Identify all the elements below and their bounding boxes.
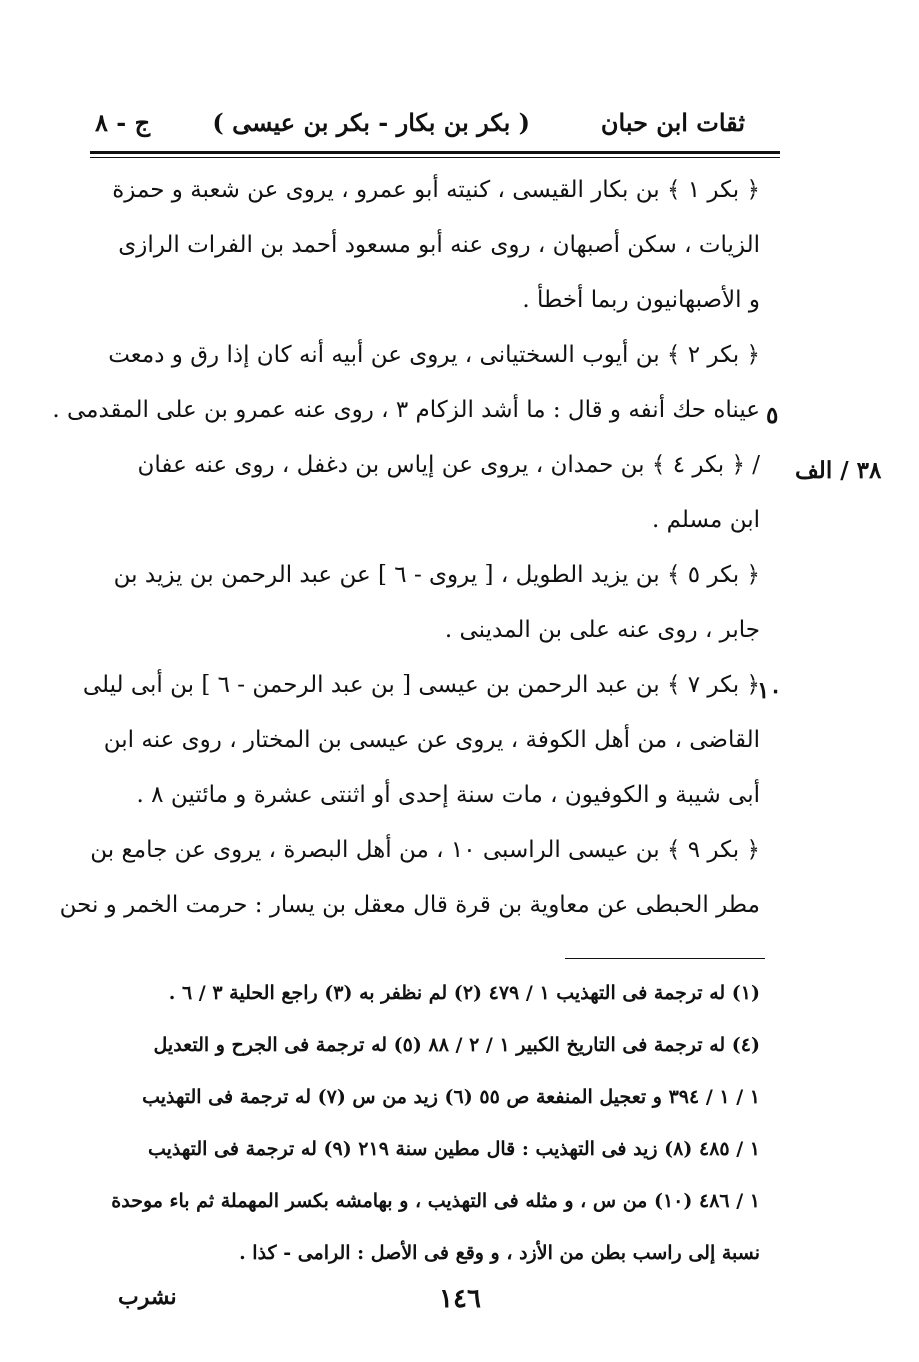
- running-header: [95, 108, 745, 144]
- text-line: ﴿ بكر ٢ ﴾ بن أيوب السختيانى ، يروى عن أبيه أنه كان إذا رق و دمعت: [108, 342, 760, 368]
- footnote-rule: [565, 958, 765, 959]
- text-line: ﴿ بكر ٥ ﴾ بن يزيد الطويل ، [ يروى - ٦ ] عن عبد الرحمن بن يزيد بن: [113, 562, 760, 588]
- text-line: ﴿ بكر ٧ ﴾ بن عبد الرحمن بن عيسى [ بن عبد الرحمن - ٦ ] بن أبى ليلى: [82, 672, 760, 698]
- text-line: / ﴿ بكر ٤ ﴾ بن حمدان ، يروى عن إياس بن دغفل ، روى عنه عفان: [137, 452, 760, 478]
- text-line: مطر الحبطى عن معاوية بن قرة قال معقل بن يسار : حرمت الخمر و نحن: [59, 892, 760, 918]
- publisher-mark: نشرب: [118, 1284, 177, 1310]
- footnote-line: ١ / ١ / ٣٩٤ و تعجيل المنفعة ص ٥٥ (٦) زيد من س (٧) له ترجمة فى التهذيب: [142, 1086, 760, 1108]
- footnote-line: ١ / ٤٨٦ (١٠) من س ، و مثله فى التهذيب ، و بهامشه بكسر المهملة ثم باء موحدة: [111, 1190, 760, 1212]
- text-line: جابر ، روى عنه على بن المدينى .: [444, 617, 760, 643]
- book-title: ثقات ابن حبان: [600, 108, 745, 137]
- text-line: ﴿ بكر ١ ﴾ بن بكار القيسى ، كنيته أبو عمرو ، يروى عن شعبة و حمزة: [112, 177, 760, 203]
- footnote-line: نسبة إلى راسب بطن من الأزد ، و وقع فى الأصل : الرامى - كذا .: [239, 1242, 760, 1264]
- text-line: القاضى ، من أهل الكوفة ، يروى عن عيسى بن المختار ، روى عنه ابن: [103, 727, 760, 753]
- main-text: [52, 163, 760, 933]
- page-number: ١٤٦: [439, 1284, 481, 1314]
- header-rule-thin: [90, 157, 780, 158]
- footnotes: [100, 967, 760, 1279]
- text-line: عيناه حك أنفه و قال : ما أشد الزكام ٣ ، روى عنه عمرو بن على المقدمى .: [52, 397, 760, 423]
- text-line: ﴿ بكر ٩ ﴾ بن عيسى الراسبى ١٠ ، من أهل البصرة ، يروى عن جامع بن: [90, 837, 760, 863]
- header-rule: [90, 151, 780, 154]
- text-line: ابن مسلم .: [652, 507, 760, 533]
- text-line: و الأصبهانيون ربما أخطأ .: [522, 287, 760, 313]
- text-line: الزيات ، سكن أصبهان ، روى عنه أبو مسعود أحمد بن الفرات الرازى: [118, 232, 760, 258]
- footnote-line: ١ / ٤٨٥ (٨) زيد فى التهذيب : قال مطين سنة ٢١٩ (٩) له ترجمة فى التهذيب: [147, 1138, 760, 1160]
- section-title: ( بكر بن بكار - بكر بن عيسى ): [212, 108, 530, 137]
- footnote-line: (١) له ترجمة فى التهذيب ١ / ٤٧٩ (٢) لم نظفر به (٣) راجع الحلية ٣ / ٦ .: [168, 982, 760, 1004]
- line-number-5: ٥: [766, 402, 779, 429]
- footnote-line: (٤) له ترجمة فى التاريخ الكبير ١ / ٢ / ٨٨ (٥) له ترجمة فى الجرح و التعديل: [153, 1034, 760, 1056]
- line-number-10: ١٠: [757, 677, 782, 704]
- margin-folio-note: ٣٨ / الف: [795, 457, 882, 484]
- text-line: أبى شيبة و الكوفيون ، مات سنة إحدى أو اثنتى عشرة و مائتين ٨ .: [136, 782, 760, 808]
- volume-number: ج - ٨: [95, 108, 151, 137]
